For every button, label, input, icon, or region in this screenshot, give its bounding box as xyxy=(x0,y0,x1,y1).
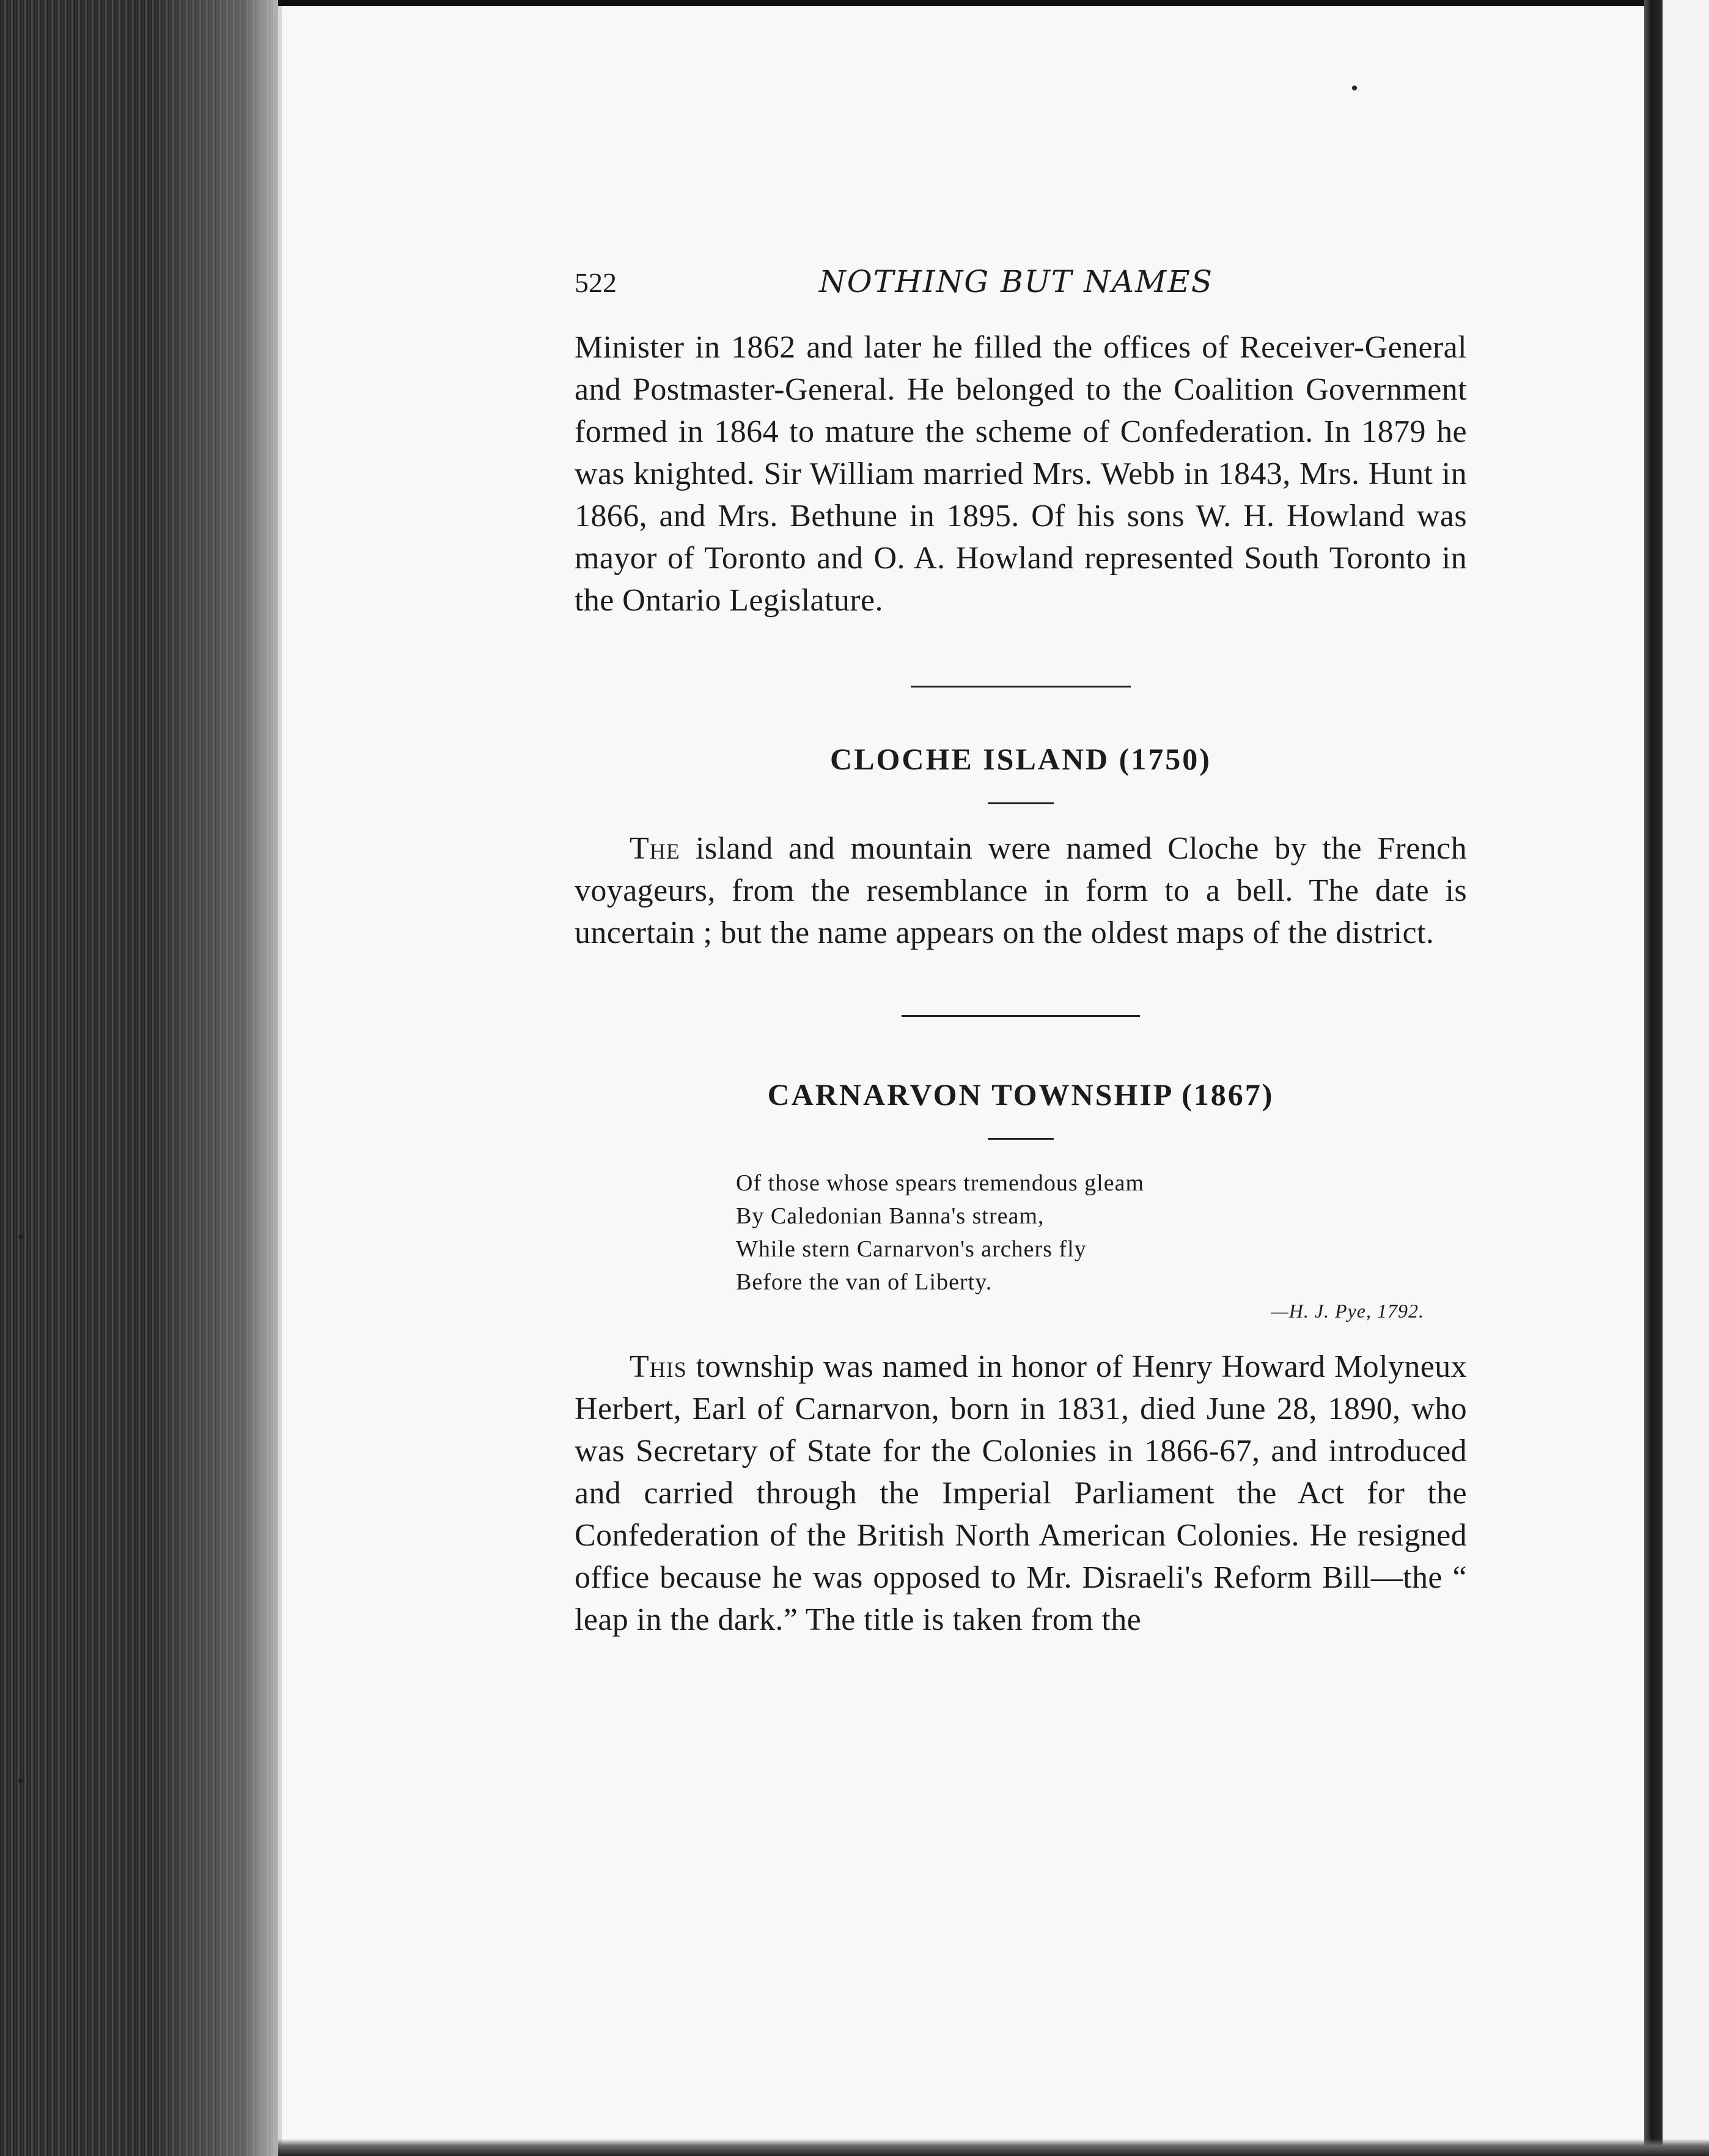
page-number: 522 xyxy=(575,267,617,298)
verse-line: Before the van of Liberty. xyxy=(736,1269,993,1295)
verse-line: Of those whose spears tremendous gleam xyxy=(736,1170,1145,1196)
paragraph-body: township was named in honor of Henry Howard Molyneux Herbert, Earl of Carnarvon, born in 1831, died June 28, 1890, who was Secretary of State for the Colonies in 1866-67, and introduced and carried through the Imperial Parliament the Act for the Confederation of the British North American Colonies. He resigned office because he was opposed to Mr. Disraeli's Reform Bill—the “ leap in the dark.” The title is taken from the xyxy=(575,1349,1467,1637)
epigraph-verse xyxy=(736,1167,1467,1299)
paragraph-lead-word: This xyxy=(630,1349,687,1384)
heading-rule xyxy=(988,1138,1054,1140)
paragraph-lead-word: The xyxy=(630,831,680,866)
scan-speck xyxy=(18,1234,23,1239)
running-title: NOTHING BUT NAMES xyxy=(819,264,1213,299)
section-divider xyxy=(902,1015,1140,1017)
page-edge-shadow xyxy=(153,0,281,2156)
bottom-page-edge xyxy=(278,2139,1709,2156)
section-heading-carnarvon: CARNARVON TOWNSHIP (1867) xyxy=(767,1077,1274,1112)
intro-paragraph: Minister in 1862 and later he filled the offices of Receiver-General and Postmaster-General. He belonged to the Coalition Government formed in 1864 to mature the scheme of Confederation. In 1879 he was knighted. Sir William married Mrs. Webb in 1843, Mrs. Hunt in 1866, and Mrs. Bethune in 1895. Of his sons W. H. Howland was mayor of Toronto and O. A. Howland represented South Toronto in the Ontario Legislature. xyxy=(575,330,1467,618)
cloche-paragraph xyxy=(575,827,1467,954)
right-margin-strip xyxy=(1663,0,1709,2156)
verse-line: While stern Carnarvon's archers fly xyxy=(736,1236,1087,1262)
page-text-block xyxy=(575,257,1467,1641)
epigraph-attribution: —H. J. Pye, 1792. xyxy=(1271,1300,1424,1322)
verse-line: By Caledonian Banna's stream, xyxy=(736,1203,1045,1229)
heading-rule xyxy=(988,802,1054,804)
right-page-edge xyxy=(1644,0,1663,2156)
scan-speck xyxy=(18,1778,23,1783)
scan-speck xyxy=(1352,86,1357,90)
section-heading-cloche: CLOCHE ISLAND (1750) xyxy=(830,742,1211,776)
book-page-edges xyxy=(0,0,281,2156)
top-border xyxy=(278,0,1709,6)
paragraph-body: island and mountain were named Cloche by the French voyageurs, from the resemblance in form to a bell. The date is uncertain ; but the name appears on the oldest maps of the district. xyxy=(575,831,1467,950)
section-divider xyxy=(911,686,1131,688)
running-head xyxy=(575,257,1467,306)
carnarvon-paragraph xyxy=(575,1346,1467,1641)
